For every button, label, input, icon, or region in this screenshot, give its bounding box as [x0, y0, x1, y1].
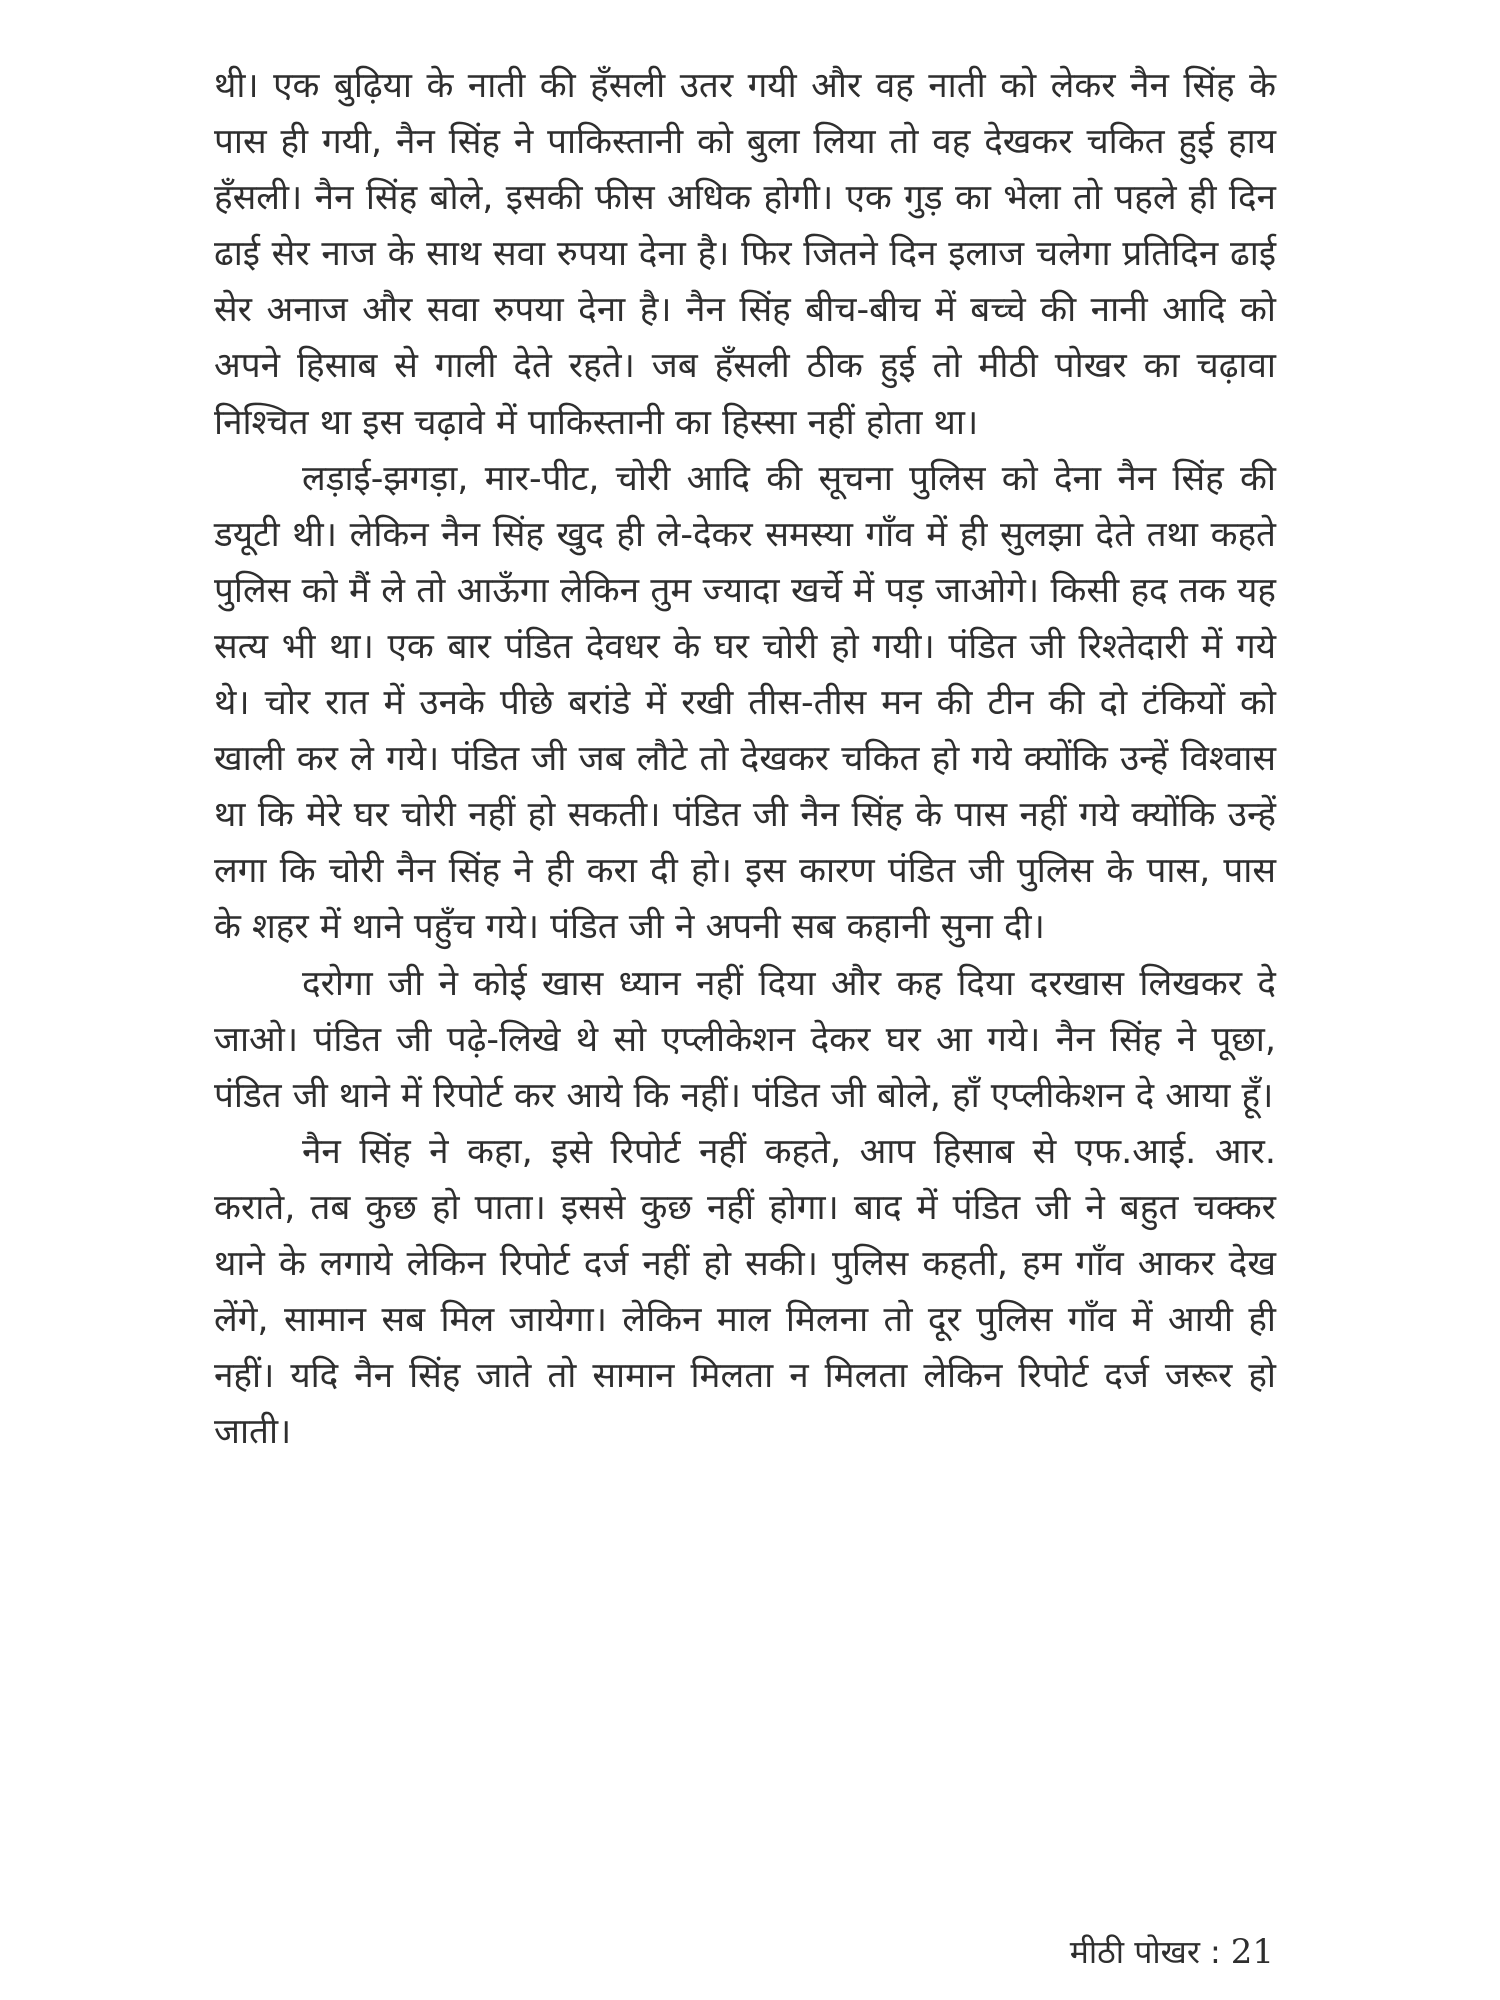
paragraph-daroga-application: दरोगा जी ने कोई खास ध्यान नहीं दिया और कह दिया दरखास लिखकर दे जाओ। पंडित जी पढ़े-लिखे थे सो एप्लीकेशन देकर घर आ गये। नैन सिंह ने पूछा, पंडित जी थाने में रिपोर्ट कर आये कि नहीं। पंडित जी बोले, हाँ एप्लीकेशन दे आया हूँ। — [214, 963, 1276, 1116]
paragraph-continuation: थी। एक बुढ़िया के नाती की हँसली उतर गयी और वह नाती को लेकर नैन सिंह के पास ही गयी, नैन सिंह ने पाकिस्तानी को बुला लिया तो वह देखकर चकित हुई हाय हँसली। नैन सिंह बोले, इसकी फीस अधिक होगी। एक गुड़ का भेला तो पहले ही दिन ढाई सेर नाज के साथ सवा रुपया देना है। फिर जितने दिन इलाज चलेगा प्रतिदिन ढाई सेर अनाज और सवा रुपया देना है। नैन सिंह बीच-बीच में बच्चे की नानी आदि को अपने हिसाब से गाली देते रहते। जब हँसली ठीक हुई तो मीठी पोखर का चढ़ावा निश्चित था इस चढ़ावे में पाकिस्तानी का हिस्सा नहीं होता था। — [214, 66, 1276, 443]
footer-separator: : — [1209, 1933, 1221, 1971]
body-text — [214, 58, 1276, 1460]
page-number: 21 — [1230, 1932, 1274, 1972]
paragraph-police-duty: लड़ाई-झगड़ा, मार-पीट, चोरी आदि की सूचना पुलिस को देना नैन सिंह की डयूटी थी। लेकिन नैन सिंह खुद ही ले-देकर समस्या गाँव में ही सुलझा देते तथा कहते पुलिस को मैं ले तो आऊँगा लेकिन तुम ज्यादा खर्चे में पड़ जाओगे। किसी हद तक यह सत्य भी था। एक बार पंडित देवधर के घर चोरी हो गयी। पंडित जी रिश्तेदारी में गये थे। चोर रात में उनके पीछे बरांडे में रखी तीस-तीस मन की टीन की दो टंकियों को खाली कर ले गये। पंडित जी जब लौटे तो देखकर चकित हो गये क्योंकि उन्हें विश्वास था कि मेरे घर चोरी नहीं हो सकती। पंडित जी नैन सिंह के पास नहीं गये क्योंकि उन्हें लगा कि चोरी नैन सिंह ने ही करा दी हो। इस कारण पंडित जी पुलिस के पास, पास के शहर में थाने पहुँच गये। पंडित जी ने अपनी सब कहानी सुना दी। — [214, 458, 1276, 948]
page-footer — [1018, 1932, 1274, 1972]
running-title: मीठी पोखर — [1069, 1933, 1200, 1971]
paragraph-fir-report: नैन सिंह ने कहा, इसे रिपोर्ट नहीं कहते, आप हिसाब से एफ.आई. आर. कराते, तब कुछ हो पाता। इससे कुछ नहीं होगा। बाद में पंडित जी ने बहुत चक्कर थाने के लगाये लेकिन रिपोर्ट दर्ज नहीं हो सकी। पुलिस कहती, हम गाँव आकर देख लेंगे, सामान सब मिल जायेगा। लेकिन माल मिलना तो दूर पुलिस गाँव में आयी ही नहीं। यदि नैन सिंह जाते तो सामान मिलता न मिलता लेकिन रिपोर्ट दर्ज जरूर हो जाती। — [214, 1131, 1276, 1453]
